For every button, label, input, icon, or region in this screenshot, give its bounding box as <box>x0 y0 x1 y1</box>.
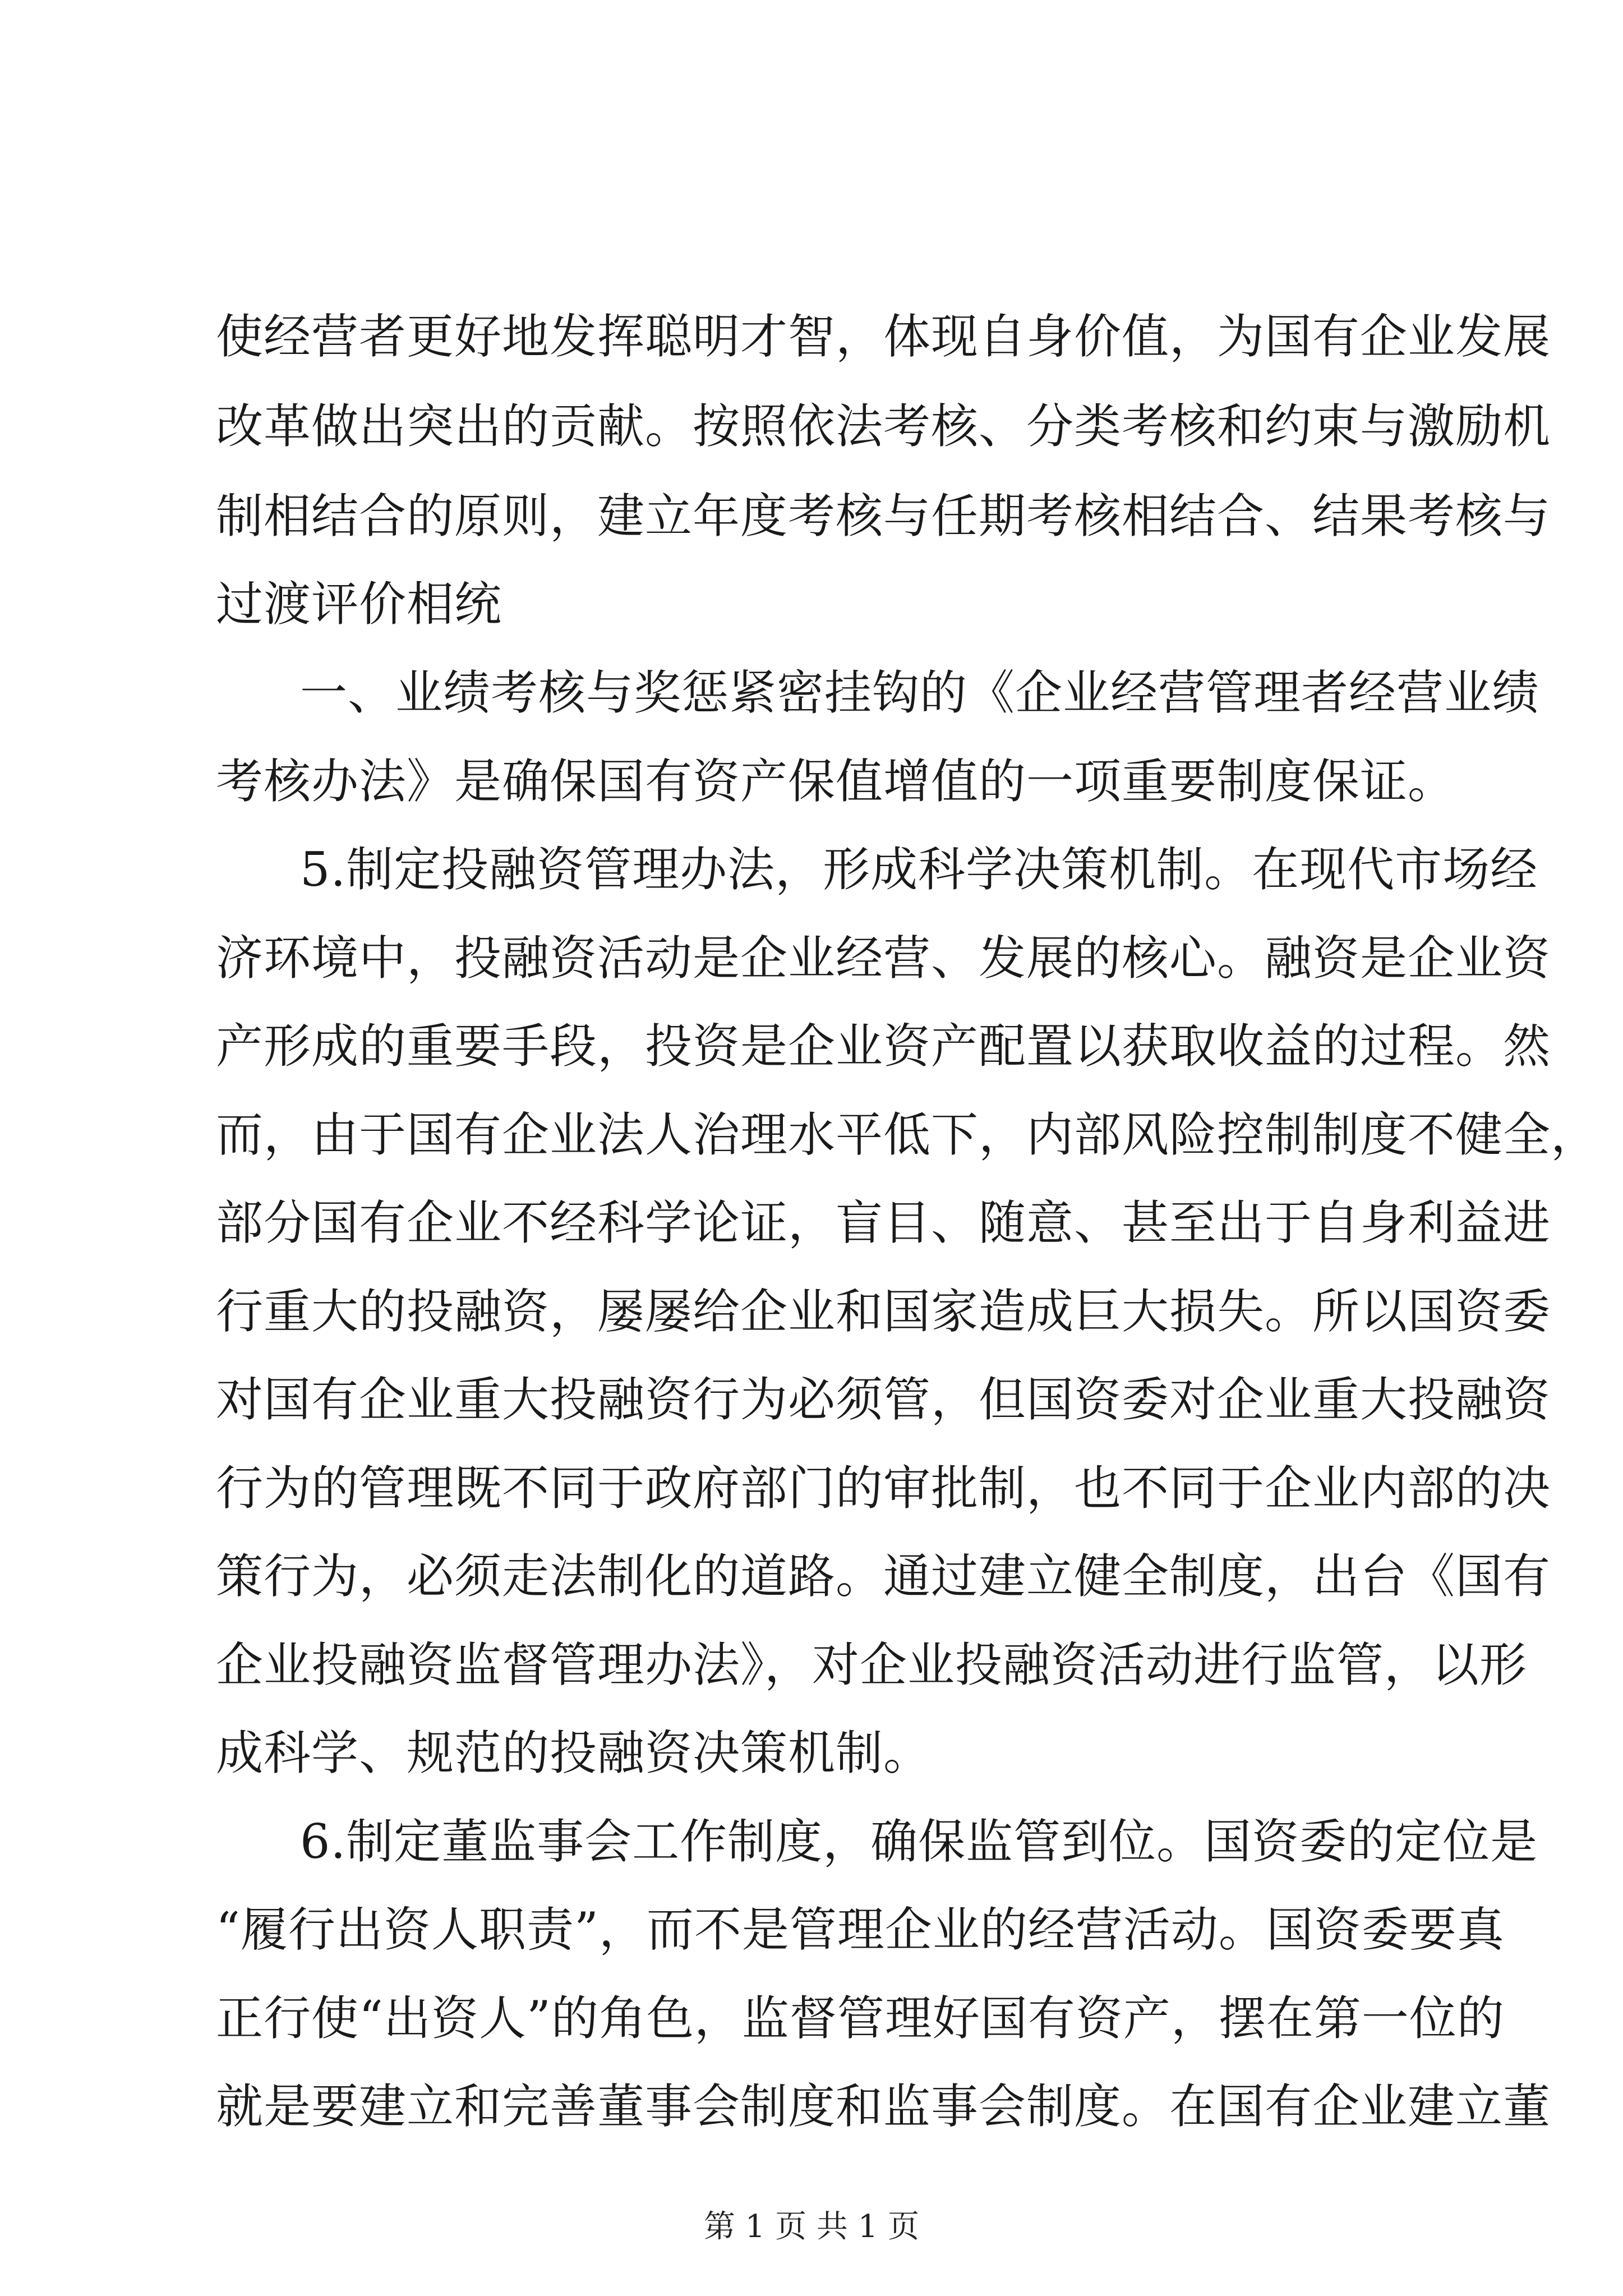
text-line: 行为的管理既不同于政府部门的审批制，也不同于企业内部的决 <box>216 1461 1551 1516</box>
paragraph-first-line: 6.制定董监事会工作制度，确保监管到位。国资委的定位是 <box>300 1814 1538 1869</box>
text-line: 过渡评价相统 <box>216 577 502 632</box>
text-line: 正行使“出资人”的角色，监督管理好国有资产，摆在第一位的 <box>216 1991 1505 2046</box>
text-line: 行重大的投融资，屡屡给企业和国家造成巨大损失。所以国资委 <box>216 1284 1551 1339</box>
text-line: 而，由于国有企业法人治理水平低下，内部风险控制制度不健全， <box>216 1107 1599 1162</box>
text-line: 对国有企业重大投融资行为必须管，但国资委对企业重大投融资 <box>216 1372 1551 1427</box>
paragraph-first-line: 5.制定投融资管理办法，形成科学决策机制。在现代市场经 <box>300 842 1538 897</box>
text-line: 济环境中，投融资活动是企业经营、发展的核心。融资是企业资 <box>216 931 1551 986</box>
text-line: 企业投融资监督管理办法》，对企业投融资活动进行监管，以形 <box>216 1637 1528 1692</box>
text-line: 考核办法》是确保国有资产保值增值的一项重要制度保证。 <box>216 754 1456 809</box>
text-line: 产形成的重要手段，投资是企业资产配置以获取收益的过程。然 <box>216 1019 1551 1074</box>
text-line: 就是要建立和完善董事会制度和监事会制度。在国有企业建立董 <box>216 2079 1551 2134</box>
text-line: 制相结合的原则，建立年度考核与任期考核相结合、结果考核与 <box>216 489 1551 544</box>
text-line: 部分国有企业不经科学论证，盲目、随意、甚至出于自身利益进 <box>216 1195 1551 1250</box>
text-line: 成科学、规范的投融资决策机制。 <box>216 1726 932 1780</box>
page-number-footer: 第 1 页 共 1 页 <box>703 2208 920 2245</box>
text-line: 改革做出突出的贡献。按照依法考核、分类考核和约束与激励机 <box>216 399 1551 454</box>
text-line: 策行为，必须走法制化的道路。通过建立健全制度，出台《国有 <box>216 1549 1551 1604</box>
text-line: “履行出资人职责”，而不是管理企业的经营活动。国资委要真 <box>216 1902 1505 1957</box>
paragraph-first-line: 一、业绩考核与奖惩紧密挂钩的《企业经营管理者经营业绩 <box>300 665 1540 720</box>
text-line: 使经营者更好地发挥聪明才智，体现自身价值，为国有企业发展 <box>216 309 1551 364</box>
